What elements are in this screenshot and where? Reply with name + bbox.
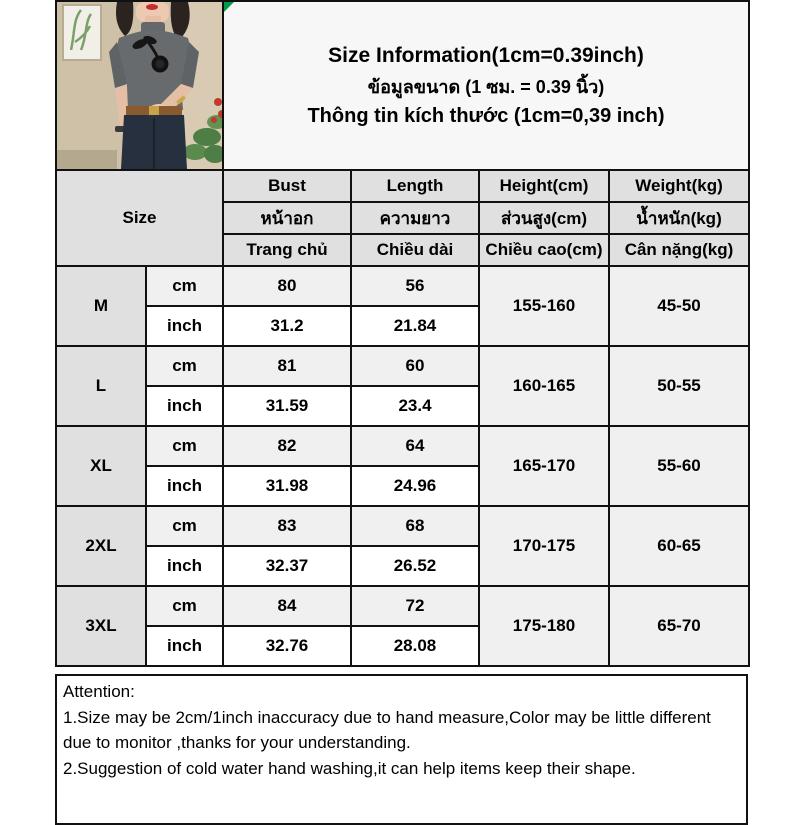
bust-inch-value: 32.76 — [223, 626, 351, 666]
weight-range: 55-60 — [609, 426, 749, 506]
weight-range: 45-50 — [609, 266, 749, 346]
header-length-vi: Chiều dài — [351, 234, 479, 266]
product-photo — [56, 1, 223, 170]
size-column-header: Size — [56, 170, 223, 266]
header-length-th: ความยาว — [351, 202, 479, 234]
unit-cm: cm — [146, 346, 223, 386]
bust-inch-value: 31.59 — [223, 386, 351, 426]
size-label: L — [56, 346, 146, 426]
height-range: 160-165 — [479, 346, 609, 426]
unit-inch: inch — [146, 546, 223, 586]
length-inch-value: 26.52 — [351, 546, 479, 586]
height-range: 170-175 — [479, 506, 609, 586]
header-bust-vi: Trang chủ — [223, 234, 351, 266]
length-inch-value: 21.84 — [351, 306, 479, 346]
header-bust-th: หน้าอก — [223, 202, 351, 234]
unit-inch: inch — [146, 626, 223, 666]
bust-cm-value: 80 — [223, 266, 351, 306]
length-cm-value: 72 — [351, 586, 479, 626]
table-row-m-cm — [56, 266, 749, 306]
weight-range: 60-65 — [609, 506, 749, 586]
unit-cm: cm — [146, 426, 223, 466]
table-row-3xl-cm — [56, 586, 749, 626]
length-cm-value: 60 — [351, 346, 479, 386]
title-cell — [223, 1, 749, 170]
unit-cm: cm — [146, 266, 223, 306]
attention-note-1: 1.Size may be 2cm/1inch inaccuracy due to hand measure,Color may be little different due to monitor ,thanks for your understanding. — [63, 707, 711, 752]
header-length-en: Length — [351, 170, 479, 202]
length-inch-value: 24.96 — [351, 466, 479, 506]
size-label: M — [56, 266, 146, 346]
length-cm-value: 68 — [351, 506, 479, 546]
header-height-th: ส่วนสูง(cm) — [479, 202, 609, 234]
header-row-english — [56, 170, 749, 202]
height-range: 165-170 — [479, 426, 609, 506]
bust-inch-value: 31.2 — [223, 306, 351, 346]
header-height-en: Height(cm) — [479, 170, 609, 202]
size-label: XL — [56, 426, 146, 506]
unit-inch: inch — [146, 466, 223, 506]
length-inch-value: 28.08 — [351, 626, 479, 666]
unit-inch: inch — [146, 386, 223, 426]
table-row-2xl-cm — [56, 506, 749, 546]
size-chart-sheet — [55, 0, 748, 825]
title-vietnamese: Thông tin kích thước (1cm=0,39 inch) — [307, 104, 665, 127]
attention-heading: Attention: — [63, 682, 135, 701]
attention-box — [55, 674, 748, 825]
header-weight-th: น้ำหนัก(kg) — [609, 202, 749, 234]
header-weight-en: Weight(kg) — [609, 170, 749, 202]
model-photo-illustration — [57, 2, 223, 169]
unit-cm: cm — [146, 506, 223, 546]
length-cm-value: 64 — [351, 426, 479, 466]
header-height-vi: Chiều cao(cm) — [479, 234, 609, 266]
weight-range: 50-55 — [609, 346, 749, 426]
size-label: 3XL — [56, 586, 146, 666]
height-range: 155-160 — [479, 266, 609, 346]
bust-cm-value: 84 — [223, 586, 351, 626]
bust-cm-value: 83 — [223, 506, 351, 546]
header-bust-en: Bust — [223, 170, 351, 202]
bust-cm-value: 81 — [223, 346, 351, 386]
bust-cm-value: 82 — [223, 426, 351, 466]
unit-inch: inch — [146, 306, 223, 346]
title-english: Size Information(1cm=0.39inch) — [328, 43, 644, 67]
length-cm-value: 56 — [351, 266, 479, 306]
height-range: 175-180 — [479, 586, 609, 666]
length-inch-value: 23.4 — [351, 386, 479, 426]
bust-inch-value: 32.37 — [223, 546, 351, 586]
top-row — [56, 1, 749, 170]
table-row-l-cm — [56, 346, 749, 386]
green-corner-marker-icon — [224, 2, 234, 12]
weight-range: 65-70 — [609, 586, 749, 666]
attention-note-2: 2.Suggestion of cold water hand washing,it can help items keep their shape. — [63, 758, 636, 778]
header-weight-vi: Cân nặng(kg) — [609, 234, 749, 266]
size-label: 2XL — [56, 506, 146, 586]
unit-cm: cm — [146, 586, 223, 626]
bust-inch-value: 31.98 — [223, 466, 351, 506]
size-table — [55, 0, 750, 667]
table-row-xl-cm — [56, 426, 749, 466]
title-thai: ข้อมูลขนาด (1 ซม. = 0.39 นิ้ว) — [367, 76, 605, 97]
